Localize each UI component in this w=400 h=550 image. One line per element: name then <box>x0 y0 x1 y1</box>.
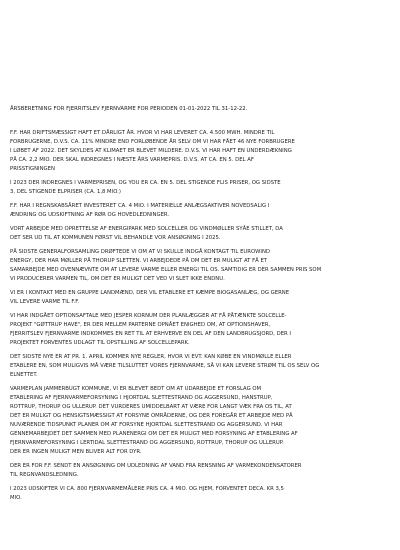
document-body <box>10 129 395 508</box>
paragraph <box>10 312 395 348</box>
paragraph-line: GENNEMARBEJDET DET SAMMEN MED PLANENERGI OM DET ER MULIGT MED FORSYNING AF ETABLERING AF <box>10 431 298 437</box>
paragraph-line: I 2023 UDSKIFTER VI CA. 800 FJERNVARMEMÅLERE PRIS CA. 4 MIO. OG HJEM, FORVENTET DECA. KR 3,5 <box>10 486 284 492</box>
paragraph <box>10 353 395 380</box>
document-title: ÅRSBERETNING FOR FJERRITSLEV FJERNVARME FOR PERIODEN 01-01-2022 TIL 31-12-22. <box>10 106 248 112</box>
paragraph <box>10 225 395 243</box>
paragraph-line: F.F. HAR I REGNSKABSÅRET INVESTERET CA. 4 MIO. I MATERIELLE ANLÆGSAKTIVER NOVEDSALIG I <box>10 203 270 209</box>
paragraph-line: VI ER I KONTAKT MED EN GRUPPE LANDMÆND, DER VIL ETABLERE ET KÆMPE BIOGASANLÆG, OG GERNE <box>10 290 290 296</box>
paragraph <box>10 129 395 174</box>
paragraph-line: ÆNDRING OG UDSKIFTNING AF RØR OG HOVEDLEDNINGER. <box>10 212 170 218</box>
paragraph-line: ETABLERE EN, SOM MULIGVIS MÅ VÆRE TILSLUTTET VORES FJERNVARME, SÅ VI KAN LEVERE STRØM TIL OS SELV OG <box>10 363 320 369</box>
paragraph-line: PROJEKT "GØTTRUP HAVE", ER DER MELLEM PARTERNE OPNÅET ENIGHED OM, AT OPTIONSHAVER, <box>10 322 271 328</box>
paragraph-line: DER ER FOR F.F. SENDT EN ANSØGNING OM UDLEDNING AF VAND FRA RENSNING AF VARMEKONDENSATORER <box>10 463 302 469</box>
paragraph-line: PROJEKTET FORVENTES UDLAGT TIL OPSTILLING AF SOLCELLEPARK. <box>10 340 190 346</box>
paragraph-line: ENERGY, DER HAR MØLLER PÅ THORUP SLETTEN. VI ARBEJDEDE PÅ OM DET ER MULIGT AT FÅ ET <box>10 258 268 264</box>
paragraph <box>10 179 395 197</box>
paragraph-line: FJERRITSLEV FJERNVARME INDKOMMES EN RET TIL AT ERHVERVE EN DEL AF DEN LANDBRUGSJORD, DER I <box>10 331 291 337</box>
paragraph-line: SAMARBEJDE MED OVENNÆVNTE OM AT LEVERE VARME ELLER ENERGI TIL OS. SAMTIDIG ER DER SAMMEN PRIS SOM <box>10 267 322 273</box>
paragraph-line: DET SER UD TIL AT KOMMUNEN FØRST VIL BEHANDLE VOR ANSØGNING I 2025. <box>10 235 221 241</box>
paragraph-line: ROTTRUP, THORUP OG ULLERUP. DET VURDERES UMIDDELBART AT VÆRE FOR LANGT VÆK FRA OS TIL, AT <box>10 404 292 410</box>
paragraph-line: TIL REGNVANDSLEDNING. <box>10 472 79 478</box>
paragraph <box>10 385 395 457</box>
paragraph-line: ETABLERING AF FJERNVARMEFORSYNING I HJORTDAL SLETTESTRAND OG AGGERSUND, HANSTRUP, <box>10 395 273 401</box>
paragraph-line: PRISSTIGNINGEN <box>10 166 55 172</box>
paragraph-line: I LØBET AF 2022. DET SKYLDES AT KLIMAET ER BLEVET MILDERE. D.V.S. VI HAR HAFT EN UNDERDÆKNING <box>10 148 292 154</box>
paragraph-line: ELNETTET. <box>10 372 38 378</box>
paragraph <box>10 485 395 503</box>
paragraph-line: VIL LEVERE VARME TIL F.F. <box>10 299 80 305</box>
paragraph-line: FJERNVARMEFORSYNING I LERTIDAL SLETTESTRAND OG AGGERSUND, ROTTRUP, THORUP OG ULLERUP. <box>10 440 284 446</box>
paragraph-line: NUVÆRENDE TIDSPUNKT PLANER OM AT FORSYNE HJORTDAL SLETTESTRAND OG AGGERSUND. VI HAR <box>10 422 283 428</box>
paragraph-line: FORBRUGERNE, D.V.S. CA. 11% MINDRE END FORLØBENDE ÅR SELV OM VI HAR FÅET 46 NYE FORBRUGERE <box>10 139 295 145</box>
paragraph <box>10 202 395 220</box>
paragraph-line: F.F. HAR DRIFTSMÆSSIGT HAFT ET DÅRLIGT ÅR. HVOR VI HAR LEVERET CA. 4.500 MWH. MINDRE TIL <box>10 130 275 136</box>
paragraph-line: DET ER MULIGT OG HENSIGTSMÆSSIGT AT FORSYNE OMRÅDERNE, OG DER FOREGÅR ET ARBEJDE MED PÅ <box>10 413 293 419</box>
paragraph <box>10 248 395 284</box>
paragraph-line: 3. DEL STIGENDE ELPRISER (CA. 1,8 MIO.) <box>10 189 121 195</box>
paragraph-line: VI HAR INDGÅET OPTIONSAFTALE MED JESPER KORNUM DER PLANLÆGGER AT FÅ PÅTÆNKTE SOLCELLE- <box>10 313 287 319</box>
paragraph-line: I 2023 DER INDREGNES I VARMEPRISEN, OG YOU ER CA. EN 5. DEL STIGENDE FLIS PRISER, OG SIDSTE <box>10 180 281 186</box>
paragraph-line: DET SIDSTE NYE ER AT PR. 1. APRIL KOMMER NYE REGLER, HVOR VI EVT. KAN KØBE EN VINDMØLLE ELLER <box>10 354 292 360</box>
paragraph-line: MIO. <box>10 495 22 501</box>
paragraph-line: PÅ CA. 2,2 MIO. DER SKAL INDREGNES I NÆSTE ÅRS VARMEPRIS. D.V.S. AT CA. EN 5. DEL AF <box>10 157 254 163</box>
paragraph-line: VORT ARBEJDE MED OPRETTELSE AF ENERGIPARK MED SOLCELLER OG VINDMØLLER SYÅE STILLET, DA <box>10 226 283 232</box>
paragraph-line: VI PRODUCERER VARMEN TIL, OM DET ER MULIGT DET VED VI SLET IKKE ENDNU. <box>10 276 225 282</box>
paragraph <box>10 289 395 307</box>
paragraph-line: VARMEPLAN JAMMERBUGT KOMMUNE, VI ER BLEVET BEDT OM AT UDARBEJDE ET FORSLAG OM <box>10 386 262 392</box>
paragraph-line: PÅ SIDSTE GENERALFORSAMLING DRØFTEDE VI OM AT VI SKULLE INDGÅ KONTAGT TIL EUROWIND <box>10 249 270 255</box>
paragraph-line: DER ER INGEN MULIGT MEN BLIVER ALT FOR DYR. <box>10 449 142 455</box>
paragraph <box>10 462 395 480</box>
